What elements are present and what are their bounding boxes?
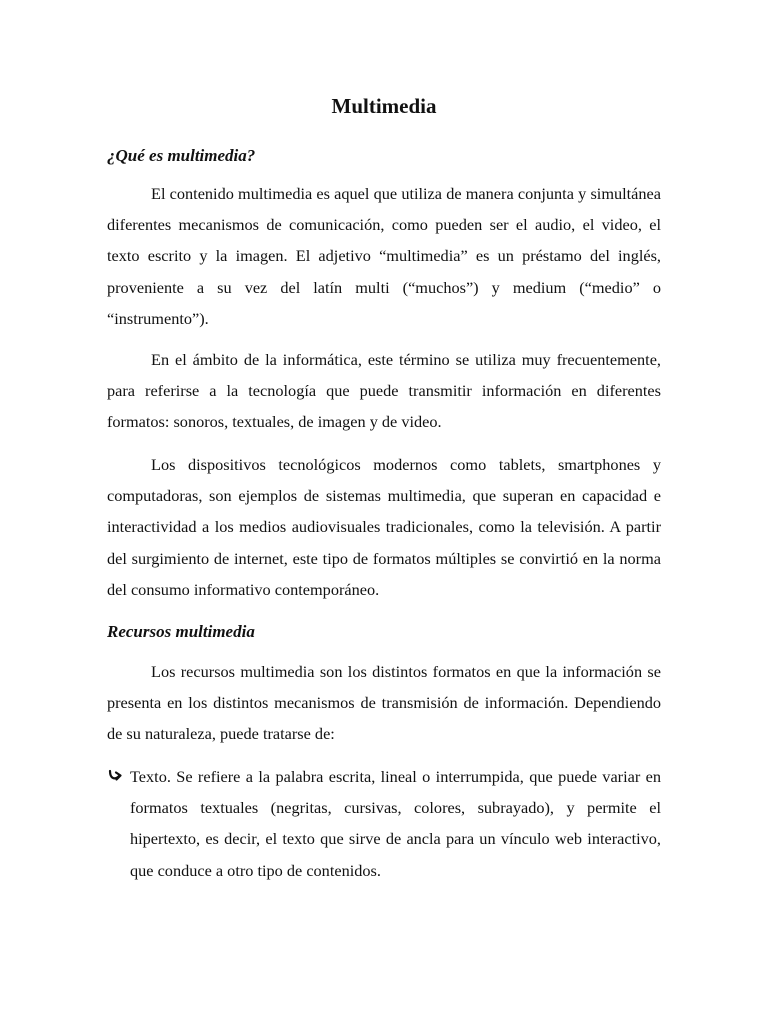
bullet-text-texto: Texto. Se refiere a la palabra escrita, lineal o interrumpida, que puede variar en formatos textuales (negritas, cursivas, colores, subrayado), y permite el hipertexto, es decir, el texto que sirve de ancla para un vínculo web interactivo, que conduce a otro tipo de contenidos. [130,767,661,880]
section-heading-resources: Recursos multimedia [107,622,255,641]
page-title: Multimedia [331,94,437,118]
curved-arrow-right-icon [107,767,124,784]
paragraph-informatics: En el ámbito de la informática, este término se utiliza muy frecuentemente, para referirse a la tecnología que puede transmitir información en diferentes formatos: sonoros, textuales, de imagen y de video. [107,350,661,432]
paragraph-definition: El contenido multimedia es aquel que utiliza de manera conjunta y simultánea diferentes mecanismos de comunicación, como pueden ser el audio, el video, el texto escrito y la imagen. El adjetivo “multimedia” es un préstamo del inglés, proveniente a su vez del latín multi (“muchos”) y medium (“medio” o “instrumento”). [107,184,661,328]
paragraph-devices: Los dispositivos tecnológicos modernos como tablets, smartphones y computadoras, son ejemplos de sistemas multimedia, que superan en capacidad e interactividad a los medios audiovisuales tradicionales, como la televisión. A partir del surgimiento de internet, este tipo de formatos múltiples se convirtió en la norma del consumo informativo contemporáneo. [107,455,661,599]
paragraph-resources-intro: Los recursos multimedia son los distintos formatos en que la información se presenta en los distintos mecanismos de transmisión de información. Dependiendo de su naturaleza, puede tratarse de: [107,662,661,744]
section-heading-what-is-multimedia: ¿Qué es multimedia? [107,146,256,165]
